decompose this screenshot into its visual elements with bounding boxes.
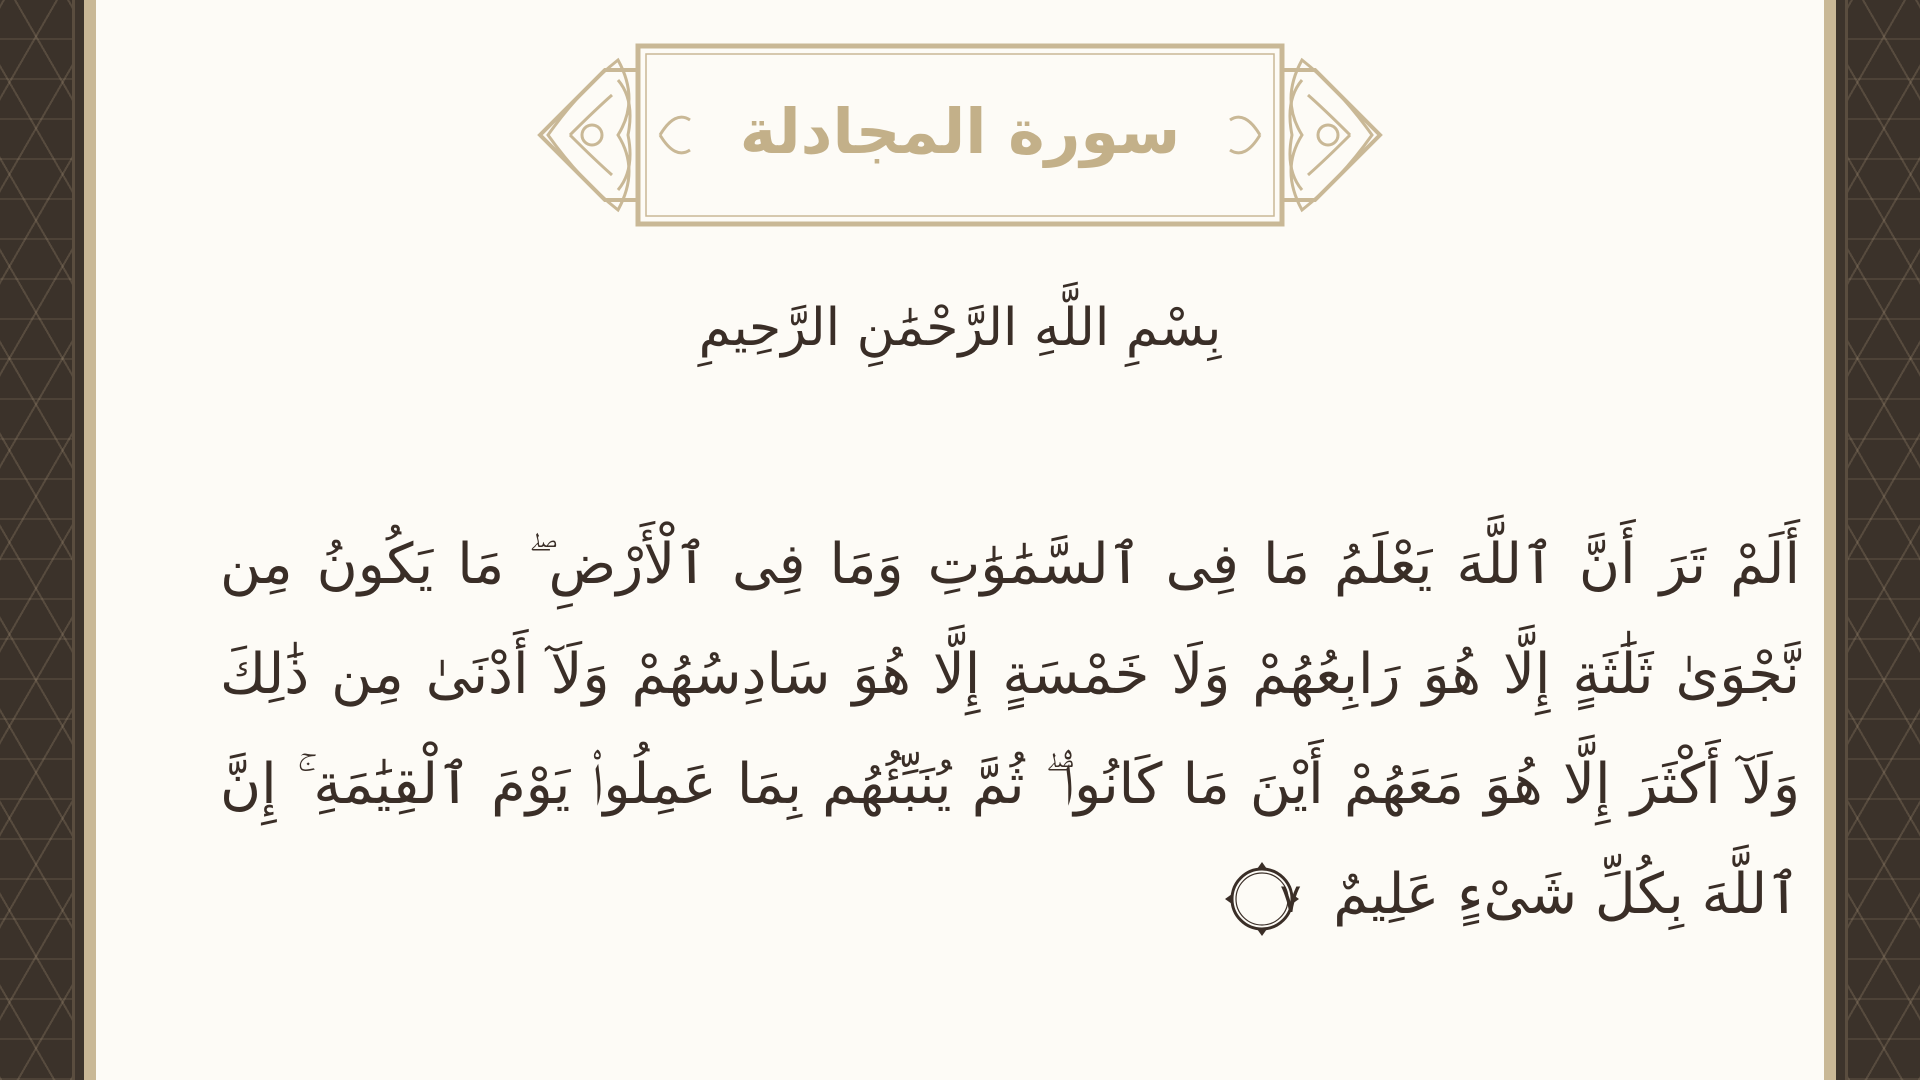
ayah-number: ٧ xyxy=(1279,875,1302,922)
right-gold-strip xyxy=(1824,0,1836,1080)
ayah-number-marker xyxy=(1223,860,1301,938)
right-inner-line xyxy=(1845,0,1848,1080)
left-border-pattern xyxy=(0,0,72,1080)
verse-text: أَلَمْ تَرَ أَنَّ ٱللَّهَ يَعْلَمُ مَا فِى ٱلسَّمَٰوَٰتِ وَمَا فِى ٱلْأَرْضِ ۖ مَا يَكُونُ مِن نَّجْوَىٰ ثَلَٰثَةٍ إِلَّا هُوَ رَابِعُهُمْ وَلَا خَمْسَةٍ إِلَّا هُوَ سَادِسُهُمْ وَلَآ أَدْنَىٰ مِن ذَٰلِكَ وَلَآ أَكْثَرَ إِلَّا هُوَ مَعَهُمْ أَيْنَ مَا كَانُوا۟ ۖ ثُمَّ يُنَبِّئُهُم بِمَا عَمِلُوا۟ يَوْمَ ٱلْقِيَٰمَةِ ۚ إِنَّ ٱللَّهَ بِكُلِّ شَىْءٍ عَلِيمٌ xyxy=(220,532,1801,927)
left-gold-strip xyxy=(84,0,96,1080)
verse-block xyxy=(220,510,1800,950)
surah-title: سورة المجادلة xyxy=(739,95,1181,168)
basmala: بِسْمِ اللَّهِ الرَّحْمَٰنِ الرَّحِيمِ xyxy=(698,298,1222,358)
surah-header-frame xyxy=(500,40,1420,230)
left-inner-line xyxy=(72,0,75,1080)
right-border-pattern xyxy=(1848,0,1920,1080)
